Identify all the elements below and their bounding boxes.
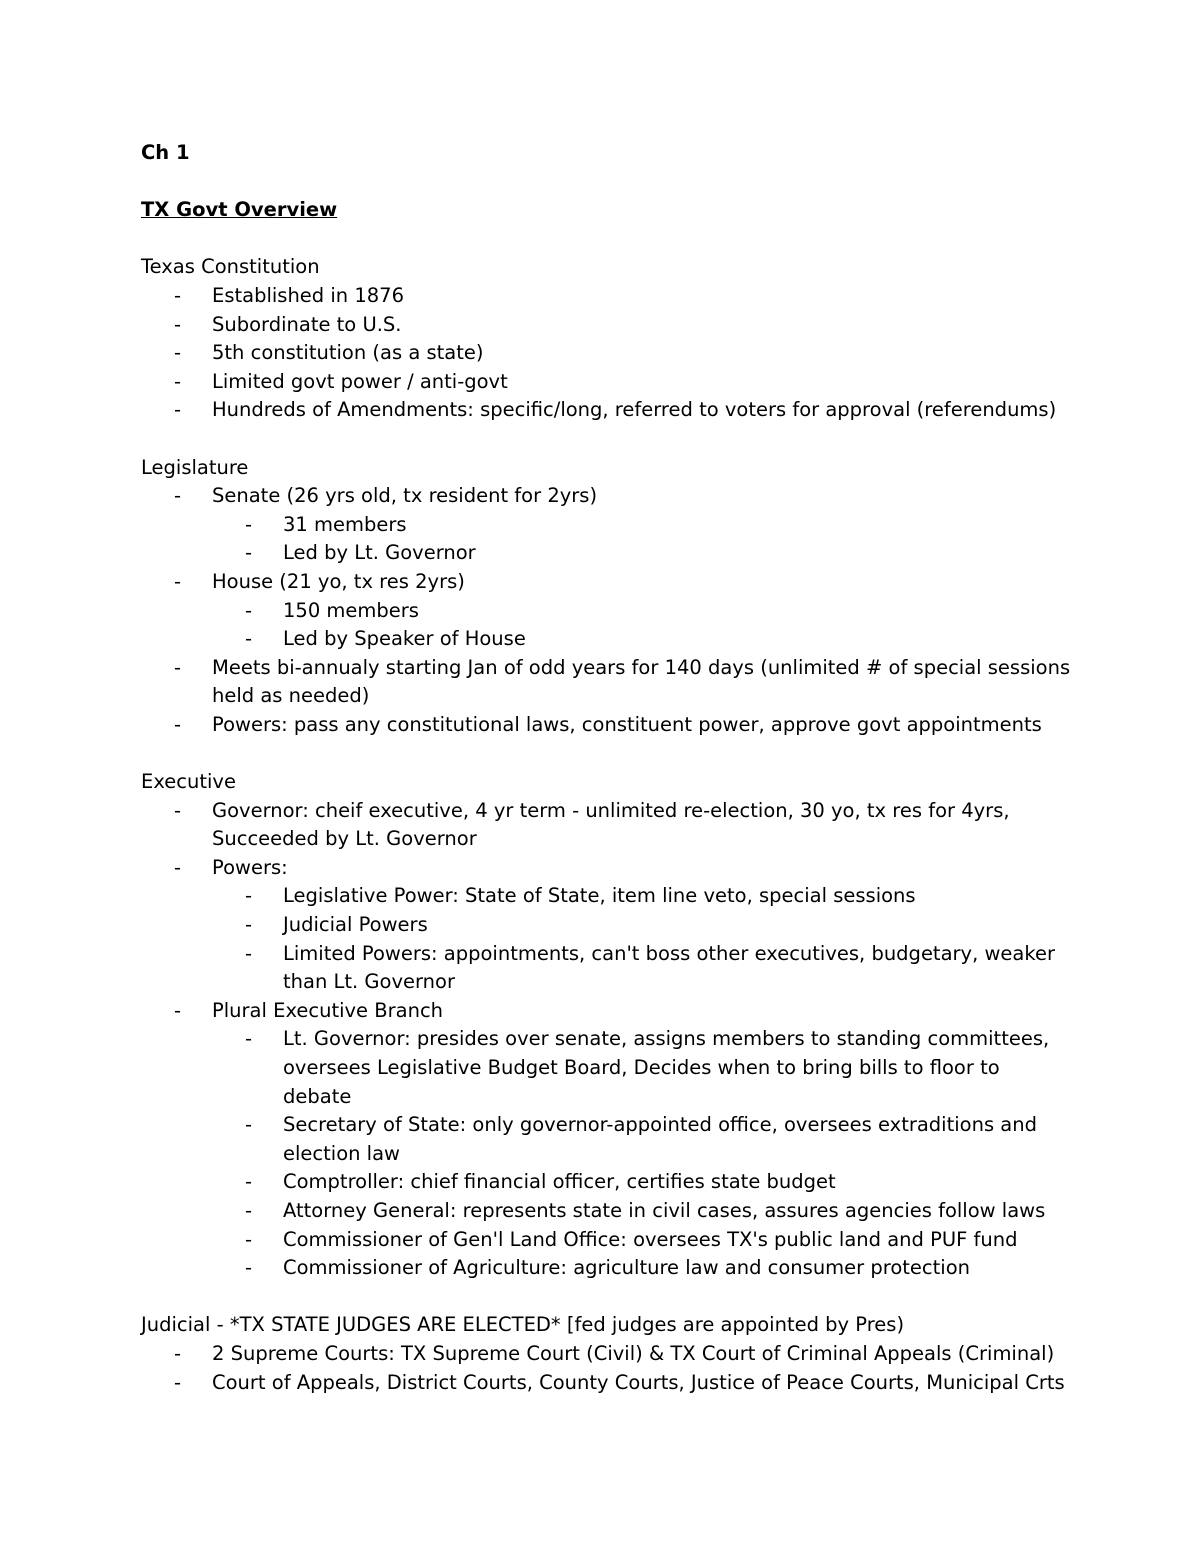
- dash-bullet: -: [245, 1256, 253, 1280]
- dash-bullet: -: [245, 627, 253, 651]
- sub-list-item-text: 31 members: [283, 512, 407, 536]
- dash-bullet: -: [245, 598, 253, 622]
- dash-bullet: -: [174, 855, 182, 879]
- sub-list-item: [212, 1254, 1071, 1283]
- document-body: [141, 139, 1071, 1397]
- list-item-text: Plural Executive Branch: [212, 998, 444, 1022]
- list-item-text: Senate (26 yrs old, tx resident for 2yrs): [212, 484, 598, 508]
- list-item: [141, 282, 1071, 311]
- list-item-text: 2 Supreme Courts: TX Supreme Court (Civil) & TX Court of Criminal Appeals (Criminal): [212, 1341, 1055, 1365]
- sub-list-item-text: Comptroller: chief financial officer, certifies state budget: [283, 1170, 836, 1194]
- sub-list-item: [212, 511, 1071, 540]
- sub-list-item: [212, 1226, 1071, 1255]
- sub-list-item: [212, 882, 1071, 911]
- section-heading: Texas Constitution: [141, 255, 320, 279]
- section-heading: Judicial - *TX STATE JUDGES ARE ELECTED* [fed judges are appointed by Pres): [141, 1313, 905, 1337]
- sub-list-item: [212, 1025, 1071, 1111]
- sub-list-item-text: Judicial Powers: [283, 913, 428, 937]
- list-item-text: Meets bi-annualy starting Jan of odd years for 140 days (unlimited # of special sessions held as needed): [212, 655, 1071, 708]
- sub-list-item-text: Commissioner of Agriculture: agriculture law and consumer protection: [283, 1256, 970, 1280]
- bullet-list: [141, 482, 1071, 739]
- dash-bullet: -: [174, 369, 182, 393]
- blank-line: [141, 425, 1071, 454]
- dash-bullet: -: [245, 1027, 253, 1051]
- list-item-text: Limited govt power / anti-govt: [212, 369, 508, 393]
- list-item: [141, 854, 1071, 997]
- dash-bullet: -: [174, 484, 182, 508]
- list-item: [141, 1340, 1071, 1369]
- bullet-list: [141, 797, 1071, 1283]
- list-item-text: Established in 1876: [212, 283, 404, 307]
- dash-bullet: -: [174, 341, 182, 365]
- list-item-text: Powers: pass any constitutional laws, constituent power, approve govt appointments: [212, 712, 1042, 736]
- notes-sections: [141, 253, 1071, 1397]
- list-item: [141, 711, 1071, 740]
- list-item: [141, 396, 1071, 425]
- list-item: [141, 339, 1071, 368]
- list-item: [141, 997, 1071, 1283]
- section-heading: Legislature: [141, 455, 249, 479]
- dash-bullet: -: [174, 1341, 182, 1365]
- sub-list-item-text: Commissioner of Gen'l Land Office: oversees TX's public land and PUF fund: [283, 1227, 1018, 1251]
- blank-line: [141, 739, 1071, 768]
- dash-bullet: -: [245, 941, 253, 965]
- dash-bullet: -: [174, 283, 182, 307]
- section: [141, 1311, 1071, 1397]
- sub-list-item-text: 150 members: [283, 598, 419, 622]
- list-item-text: 5th constitution (as a state): [212, 341, 484, 365]
- list-item-text: House (21 yo, tx res 2yrs): [212, 569, 465, 593]
- bullet-list: [141, 1340, 1071, 1397]
- list-item: [141, 568, 1071, 654]
- dash-bullet: -: [245, 1113, 253, 1137]
- sub-list-item: [212, 597, 1071, 626]
- dash-bullet: -: [245, 1198, 253, 1222]
- sub-list-item: [212, 911, 1071, 940]
- sub-list-item: [212, 1197, 1071, 1226]
- sub-bullet-list: [212, 511, 1071, 568]
- dash-bullet: -: [245, 1170, 253, 1194]
- dash-bullet: -: [174, 798, 182, 822]
- list-item-text: Hundreds of Amendments: specific/long, referred to voters for approval (referendums): [212, 398, 1057, 422]
- sub-list-item: [212, 539, 1071, 568]
- document-title: TX Govt Overview: [141, 198, 338, 222]
- list-item-text: Powers:: [212, 855, 288, 879]
- dash-bullet: -: [245, 913, 253, 937]
- sub-bullet-list: [212, 882, 1071, 996]
- list-item: [141, 482, 1071, 568]
- sub-list-item-text: Led by Speaker of House: [283, 627, 526, 651]
- dash-bullet: -: [174, 655, 182, 679]
- list-item: [141, 1369, 1071, 1398]
- dash-bullet: -: [245, 512, 253, 536]
- chapter-label: Ch 1: [141, 141, 190, 164]
- list-item-text: Governor: cheif executive, 4 yr term - unlimited re-election, 30 yo, tx res for 4yrs, Succeeded by Lt. Governor: [212, 798, 1010, 851]
- dash-bullet: -: [174, 1370, 182, 1394]
- sub-list-item-text: Lt. Governor: presides over senate, assigns members to standing committees, oversees Legislative Budget Board, Decides when to bring bills to floor to debate: [283, 1027, 1050, 1108]
- blank-line: [141, 225, 1071, 254]
- blank-line: [141, 1283, 1071, 1312]
- sub-list-item: [212, 625, 1071, 654]
- list-item: [141, 797, 1071, 854]
- dash-bullet: -: [174, 712, 182, 736]
- blank-line: [141, 168, 1071, 197]
- section: [141, 253, 1071, 425]
- dash-bullet: -: [174, 569, 182, 593]
- sub-list-item-text: Limited Powers: appointments, can't boss other executives, budgetary, weaker than Lt. Governor: [283, 941, 1055, 994]
- sub-list-item: [212, 940, 1071, 997]
- sub-bullet-list: [212, 597, 1071, 654]
- list-item: [141, 311, 1071, 340]
- section: [141, 454, 1071, 740]
- dash-bullet: -: [174, 398, 182, 422]
- dash-bullet: -: [245, 541, 253, 565]
- list-item-text: Court of Appeals, District Courts, County Courts, Justice of Peace Courts, Municipal Crts: [212, 1370, 1065, 1394]
- list-item-text: Subordinate to U.S.: [212, 312, 402, 336]
- sub-list-item: [212, 1111, 1071, 1168]
- section: [141, 768, 1071, 1283]
- bullet-list: [141, 282, 1071, 425]
- list-item: [141, 368, 1071, 397]
- dash-bullet: -: [174, 998, 182, 1022]
- sub-list-item-text: Secretary of State: only governor-appointed office, oversees extraditions and election law: [283, 1113, 1037, 1165]
- list-item: [141, 654, 1071, 711]
- dash-bullet: -: [174, 312, 182, 336]
- section-heading: Executive: [141, 770, 236, 794]
- sub-bullet-list: [212, 1025, 1071, 1282]
- sub-list-item-text: Legislative Power: State of State, item line veto, special sessions: [283, 884, 916, 908]
- sub-list-item-text: Led by Lt. Governor: [283, 541, 476, 565]
- dash-bullet: -: [245, 1227, 253, 1251]
- sub-list-item-text: Attorney General: represents state in civil cases, assures agencies follow laws: [283, 1198, 1046, 1222]
- dash-bullet: -: [245, 884, 253, 908]
- sub-list-item: [212, 1168, 1071, 1197]
